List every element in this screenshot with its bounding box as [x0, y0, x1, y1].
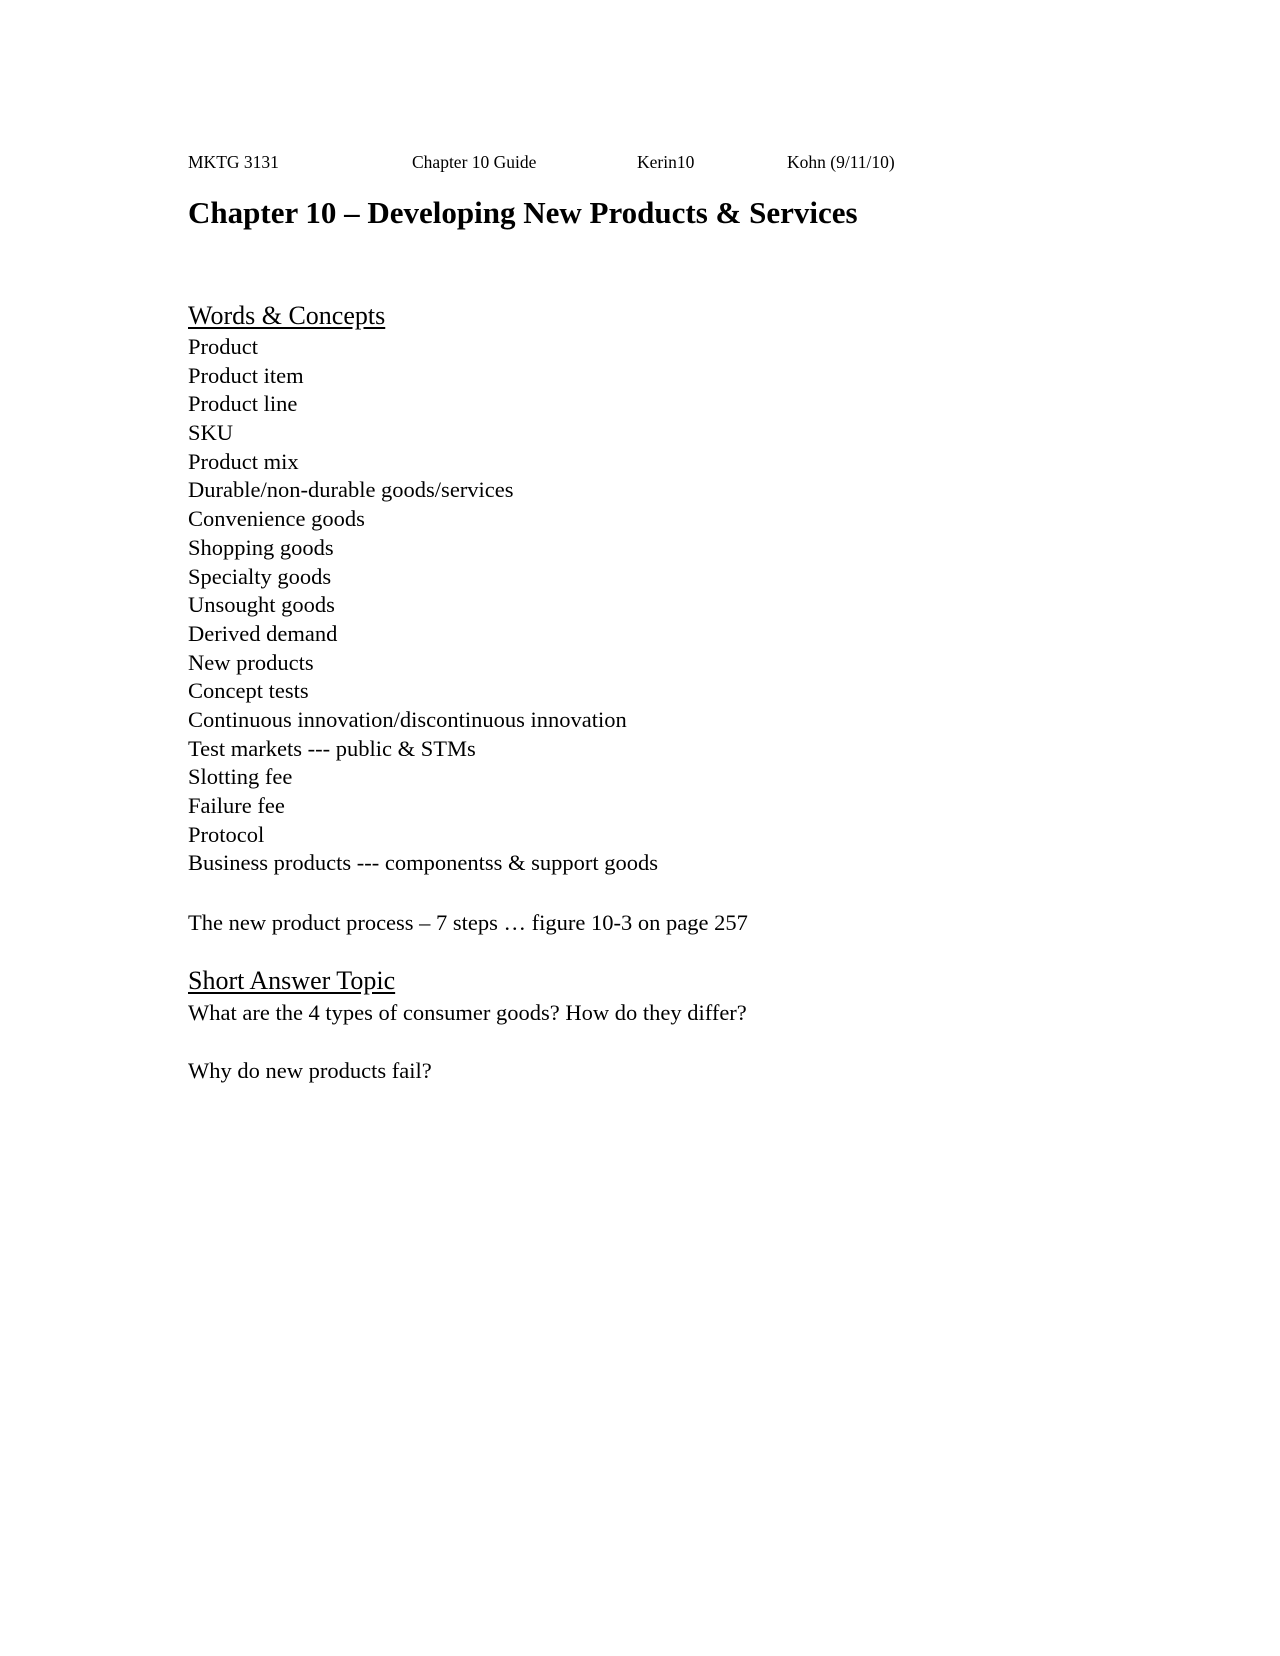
term-item: Derived demand [188, 620, 338, 646]
term-item: Product item [188, 362, 304, 388]
term-item: Continuous innovation/discontinuous innovation [188, 706, 627, 732]
term-item: Product [188, 334, 258, 359]
term-item: Shopping goods [188, 534, 334, 560]
term-item: Convenience goods [188, 506, 365, 532]
author-date: Kohn (9/11/10) [787, 152, 895, 172]
term-item: Unsought goods [188, 592, 335, 618]
term-item: Durable/non-durable goods/services [188, 477, 514, 503]
textbook-label: Kerin10 [637, 152, 695, 172]
term-item: Failure fee [188, 793, 285, 818]
words-concepts-heading: Words & Concepts [188, 301, 386, 330]
term-item: Product line [188, 391, 298, 417]
guide-label: Chapter 10 Guide [412, 152, 537, 172]
document-header [188, 151, 948, 173]
term-item: Protocol [188, 821, 265, 847]
term-item: Specialty goods [188, 563, 332, 589]
short-answer-question: Why do new products fail? [188, 1058, 432, 1083]
term-item: Product mix [188, 448, 299, 474]
term-item: Business products --- componentss & support goods [188, 850, 658, 876]
short-answer-heading: Short Answer Topic [188, 966, 396, 995]
course-code: MKTG 3131 [188, 152, 279, 172]
terms-list [188, 333, 658, 878]
short-answer-question: What are the 4 types of consumer goods? How do they differ? [188, 1000, 747, 1025]
term-item: Test markets --- public & STMs [188, 735, 476, 761]
process-note: The new product process – 7 steps … figure 10-3 on page 257 [188, 910, 748, 935]
term-item: Slotting fee [188, 764, 293, 790]
term-item: New products [188, 649, 314, 675]
term-item: Concept tests [188, 678, 309, 704]
term-item: SKU [188, 420, 234, 446]
page-title: Chapter 10 – Developing New Products & Services [188, 195, 858, 230]
